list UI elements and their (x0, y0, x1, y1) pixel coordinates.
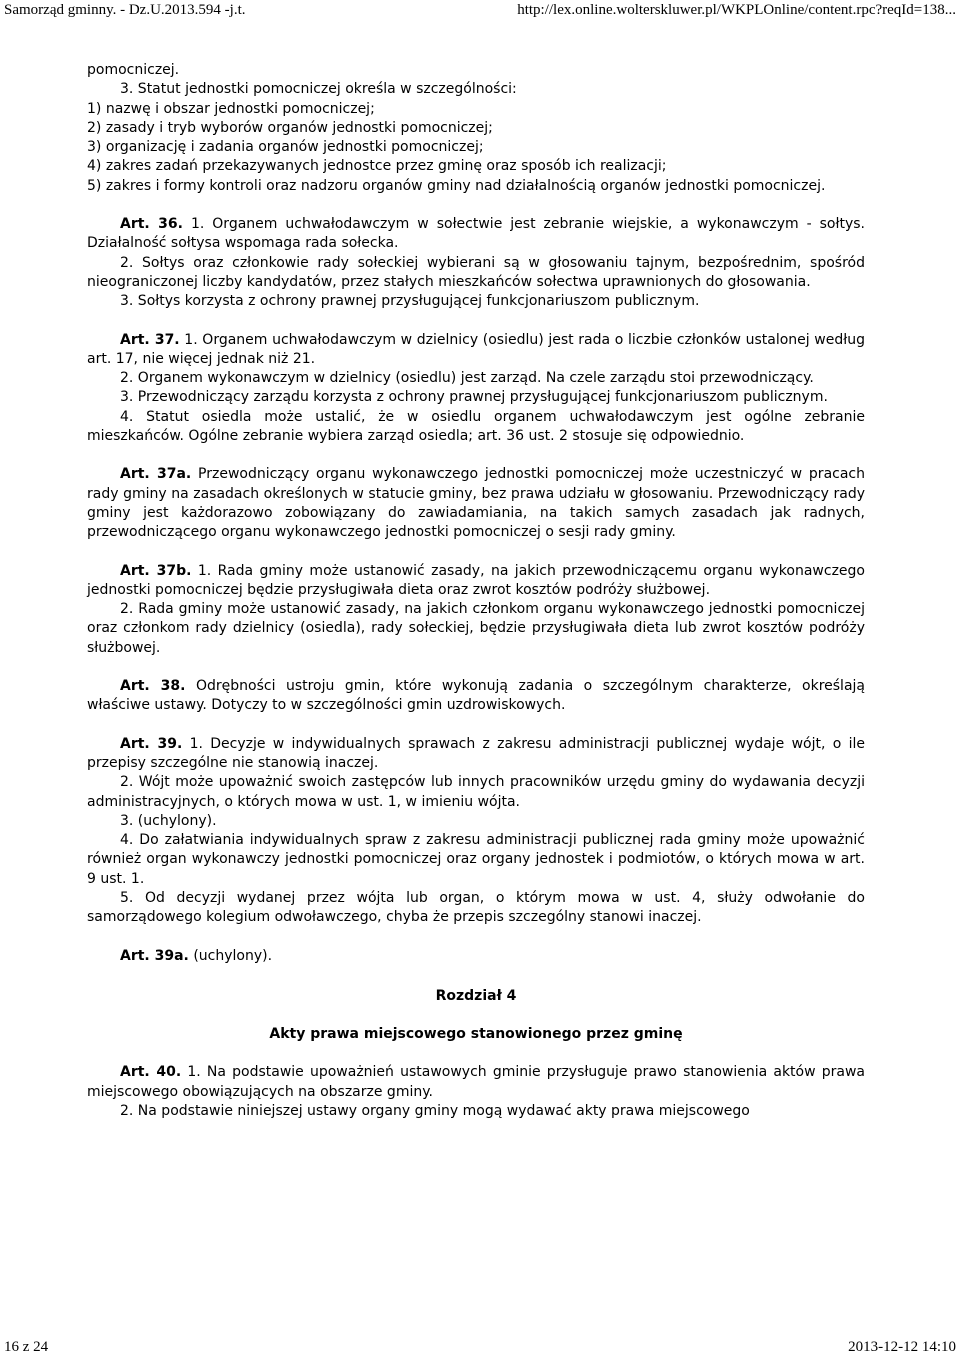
page-header (0, 0, 960, 22)
list-item: 1) nazwę i obszar jednostki pomocniczej; (87, 100, 375, 117)
list-item: 5) zakres i formy kontroli oraz nadzoru organów gminy nad działalnością organów jednostki pomocniczej. (87, 177, 826, 194)
article-label: Art. 37b. (120, 562, 192, 579)
paragraph: 3. (uchylony). (120, 812, 217, 829)
article-label: Art. 40. (120, 1064, 182, 1081)
paragraph: 2. Organem wykonawczym w dzielnicy (osiedlu) jest zarząd. Na czele zarządu stoi przewodniczący. (120, 370, 814, 387)
paragraph: 2. Wójt może upoważnić swoich zastępców lub innych pracowników urzędu gminy do wydawania decyzji administracyjnych, o których mowa w ust. 1, w imieniu wójta. (87, 774, 865, 810)
article-39-para-1: Art. 39. 1. Decyzje w indywidualnych sprawach z zakresu administracji publicznej wydaje wójt, o ile przepisy szczególne nie stanowią inaczej. (87, 735, 865, 771)
list-item: 2) zasady i tryb wyborów organów jednostki pomocniczej; (87, 119, 493, 136)
print-timestamp: 2013-12-12 14:10 (848, 1339, 956, 1355)
header-url: http://lex.online.wolterskluwer.pl/WKPLOnline/content.rpc?reqId=138... (517, 2, 956, 18)
article-37b-para-1: Art. 37b. 1. Rada gminy może ustanowić zasady, na jakich przewodniczącemu organu wykonawczego jednostki pomocniczej będzie przysługiwała dieta oraz zwrot kosztów podróży służbowej. (87, 562, 865, 598)
paragraph: 2. Sołtys oraz członkowie rady sołeckiej wybierani są w głosowaniu tajnym, bezpośrednim, spośród nieograniczonej liczby kandydatów, przez stałych mieszkańców sołectwa uprawnionych do głosowania. (87, 254, 865, 290)
paragraph: 3. Statut jednostki pomocniczej określa w szczególności: (120, 81, 517, 98)
chapter-heading: Rozdział 4 (435, 987, 517, 1004)
article-38: Art. 38. Odrębności ustroju gmin, które wykonują zadania o szczególnym charakterze, określają właściwe ustawy. Dotyczy to w szczególności gmin uzdrowiskowych. (87, 678, 865, 714)
paragraph: 2. Na podstawie niniejszej ustawy organy gminy mogą wydawać akty prawa miejscowego (120, 1103, 750, 1120)
article-39a: Art. 39a. (uchylony). (120, 947, 273, 964)
paragraph: 3. Przewodniczący zarządu korzysta z ochrony prawnej przysługującej funkcjonariuszom publicznym. (120, 389, 828, 406)
chapter-title: Akty prawa miejscowego stanowionego przez gminę (269, 1026, 683, 1043)
document-body (87, 61, 865, 1121)
article-37-para-1: Art. 37. 1. Organem uchwałodawczym w dzielnicy (osiedlu) jest rada o liczbie członków ustalonej według art. 17, nie więcej jednak niż 21. (87, 331, 865, 367)
article-label: Art. 38. (120, 678, 186, 695)
paragraph: 5. Od decyzji wydanej przez wójta lub organ, o którym mowa w ust. 4, służy odwołanie do samorządowego kolegium odwoławczego, chyba że przepis szczególny stanowi inaczej. (87, 889, 865, 926)
paragraph: 4. Do załatwiania indywidualnych spraw z zakresu administracji publicznej rada gminy może upoważnić również organ wykonawczy jednostki pomocniczej oraz organy jednostek i podmiotów, o których mowa w art. 9 ust. 1. (87, 832, 865, 887)
paragraph: 2. Rada gminy może ustanowić zasady, na jakich członkom organu wykonawczego jednostki pomocniczej oraz członkom rady dzielnicy (osiedla), rady sołeckiej, będzie przysługiwała dieta lub zwrot kosztów podróży służbowej. (87, 601, 865, 656)
page-counter: 16 z 24 (4, 1339, 49, 1355)
page-footer (0, 1338, 960, 1357)
article-label: Art. 39. (120, 735, 183, 752)
paragraph: 4. Statut osiedla może ustalić, że w osiedlu organem uchwałodawczym jest ogólne zebranie mieszkańców. Ogólne zebranie wybiera zarząd osiedla; art. 36 ust. 2 stosuje się odpowiednio. (87, 408, 865, 445)
article-label: Art. 37a. (120, 466, 192, 483)
article-label: Art. 37. (120, 331, 180, 348)
article-36-para-1: Art. 36. 1. Organem uchwałodawczym w sołectwie jest zebranie wiejskie, a wykonawczym - sołtys. Działalność sołtysa wspomaga rada sołecka. (87, 216, 865, 252)
article-label: Art. 39a. (120, 947, 189, 964)
paragraph: 3. Sołtys korzysta z ochrony prawnej przysługującej funkcjonariuszom publicznym. (120, 293, 700, 310)
list-item: 4) zakres zadań przekazywanych jednostce przez gminę oraz sposób ich realizacji; (87, 158, 667, 175)
list-item: 3) organizację i zadania organów jednostki pomocniczej; (87, 139, 484, 156)
article-label: Art. 36. (120, 216, 183, 233)
article-40-para-1: Art. 40. 1. Na podstawie upoważnień ustawowych gminie przysługuje prawo stanowienia aktów prawa miejscowego obowiązujących na obszarze gminy. (87, 1064, 865, 1100)
article-37a: Art. 37a. Przewodniczący organu wykonawczego jednostki pomocniczej może uczestniczyć w pracach rady gminy na zasadach określonych w statucie gminy, bez prawa udziału w głosowaniu. Przewodniczący rady gminy jest każdorazowo zobowiązany do zawiadamiania, na takich samych zasadach jak radnych, przewodniczącego organu wykonawczego jednostki pomocniczej o sesji rady gminy. (87, 466, 865, 541)
paragraph: pomocniczej. (87, 62, 180, 78)
header-document-title: Samorząd gminny. - Dz.U.2013.594 -j.t. (4, 2, 246, 18)
